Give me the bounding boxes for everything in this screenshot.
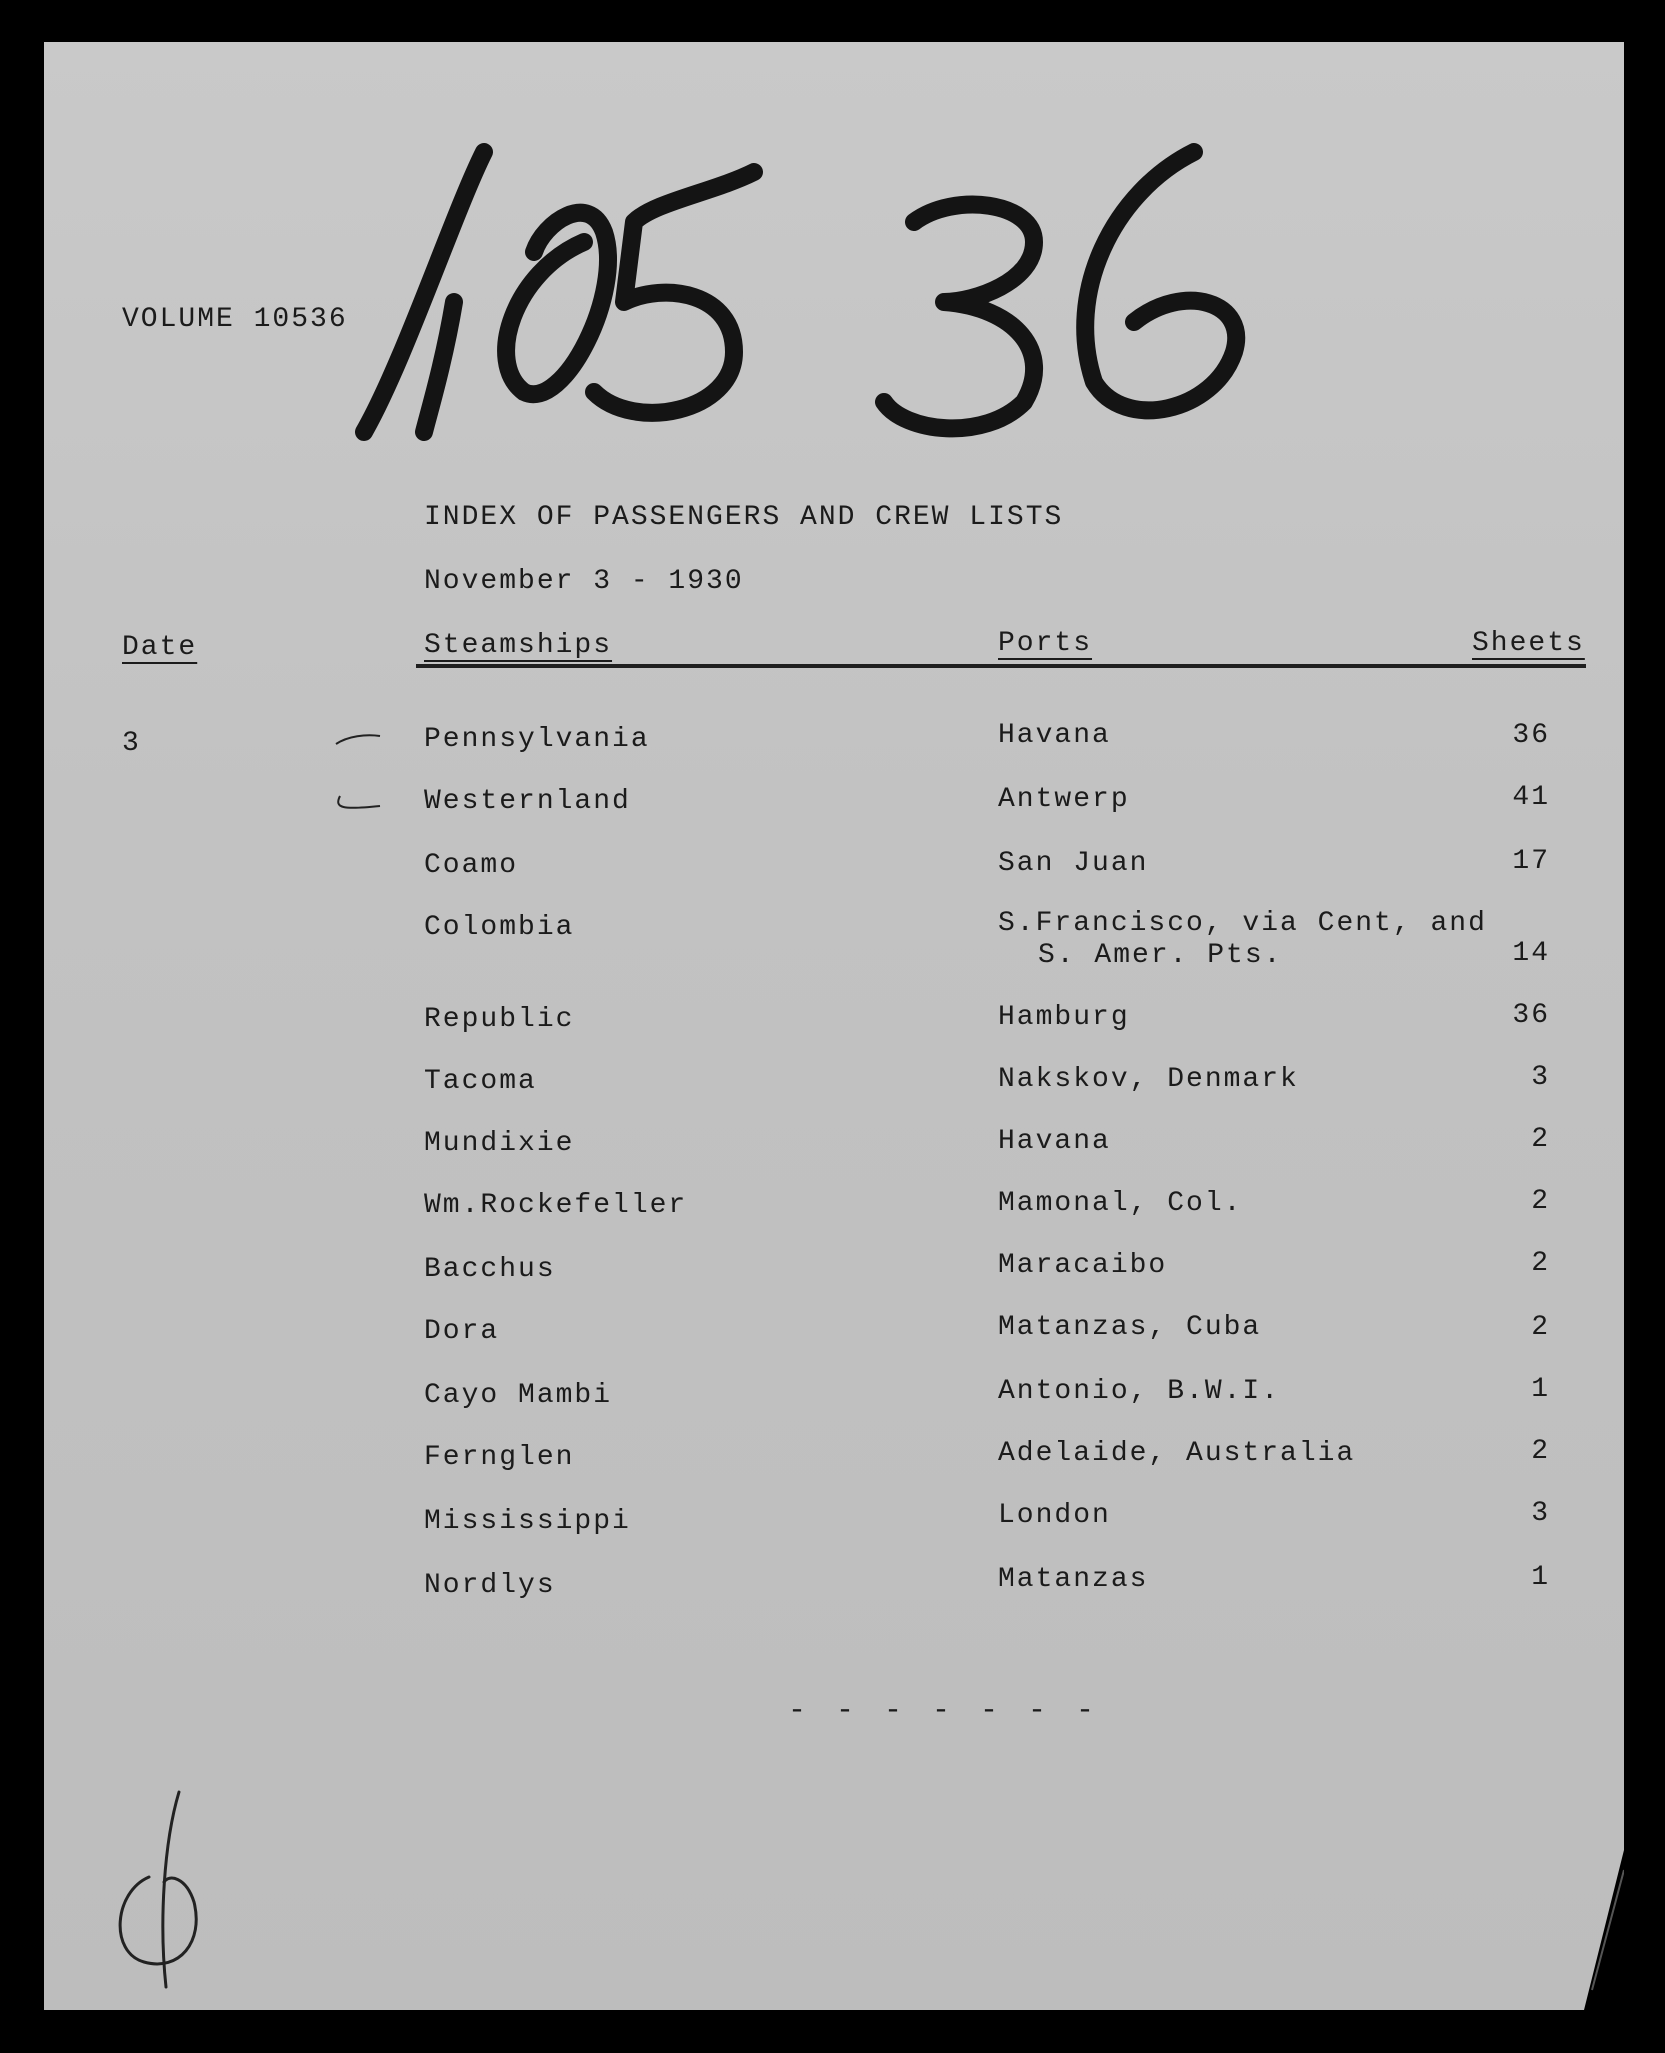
document-page [44, 42, 1624, 2010]
steamship-name: Fernglen [424, 1442, 575, 1473]
index-title: INDEX OF PASSENGERS AND CREW LISTS [424, 502, 1064, 533]
port-name: Adelaide, Australia [998, 1438, 1356, 1469]
port-name: Havana [998, 720, 1111, 751]
steamship-name: Wm.Rockefeller [424, 1190, 688, 1221]
port-name: London [998, 1500, 1111, 1531]
steamship-name: Cayo Mambi [424, 1380, 613, 1411]
sheet-count: 2 [1531, 1124, 1550, 1155]
steamship-name: Bacchus [424, 1254, 556, 1285]
port-name: Nakskov, Denmark [998, 1064, 1299, 1095]
sheet-count: 17 [1512, 846, 1550, 877]
port-name: Hamburg [998, 1002, 1130, 1033]
sheet-count: 1 [1531, 1374, 1550, 1405]
port-name: S.Francisco, via Cent, and [998, 908, 1487, 939]
steamship-name: Colombia [424, 912, 575, 943]
header-date: Date [122, 632, 198, 663]
steamship-name: Nordlys [424, 1570, 556, 1601]
port-name: Matanzas [998, 1564, 1149, 1595]
port-name: Matanzas, Cuba [998, 1312, 1262, 1343]
steamship-name: Republic [424, 1004, 575, 1035]
handwritten-mark [104, 1782, 214, 1992]
steamship-name: Pennsylvania [424, 724, 650, 755]
checkmark-icon [332, 794, 382, 814]
sheet-count: 41 [1512, 782, 1550, 813]
sheet-count: 2 [1531, 1312, 1550, 1343]
steamship-name: Tacoma [424, 1066, 537, 1097]
port-name-continued: S. Amer. Pts. [1038, 940, 1283, 971]
checkmark-icon [332, 730, 382, 750]
port-name: San Juan [998, 848, 1149, 879]
sheet-count: 14 [1512, 938, 1550, 969]
sheet-count: 36 [1512, 720, 1550, 751]
steamship-name: Westernland [424, 786, 631, 817]
port-name: Havana [998, 1126, 1111, 1157]
day-value: 3 [122, 728, 141, 759]
end-separator: - - - - - - - [788, 1694, 1101, 1728]
sheet-count: 1 [1531, 1562, 1550, 1593]
sheet-count: 2 [1531, 1436, 1550, 1467]
steamship-name: Mundixie [424, 1128, 575, 1159]
page-corner-fold [1584, 1850, 1624, 2010]
port-name: Maracaibo [998, 1250, 1168, 1281]
handwritten-volume-number [334, 132, 1534, 462]
steamship-name: Coamo [424, 850, 519, 881]
port-name: Antwerp [998, 784, 1130, 815]
sheet-count: 36 [1512, 1000, 1550, 1031]
sheet-count: 2 [1531, 1248, 1550, 1279]
date-line: November 3 - 1930 [424, 566, 744, 597]
sheet-count: 2 [1531, 1186, 1550, 1217]
header-ports: Ports [998, 628, 1093, 659]
header-sheets: Sheets [1472, 628, 1585, 659]
port-name: Antonio, B.W.I. [998, 1376, 1281, 1407]
header-steamships: Steamships [424, 630, 613, 661]
sheet-count: 3 [1531, 1498, 1550, 1529]
header-rule [416, 664, 1586, 668]
steamship-name: Mississippi [424, 1506, 631, 1537]
steamship-name: Dora [424, 1316, 500, 1347]
sheet-count: 3 [1531, 1062, 1550, 1093]
port-name: Mamonal, Col. [998, 1188, 1243, 1219]
volume-label: VOLUME 10536 [122, 304, 348, 335]
